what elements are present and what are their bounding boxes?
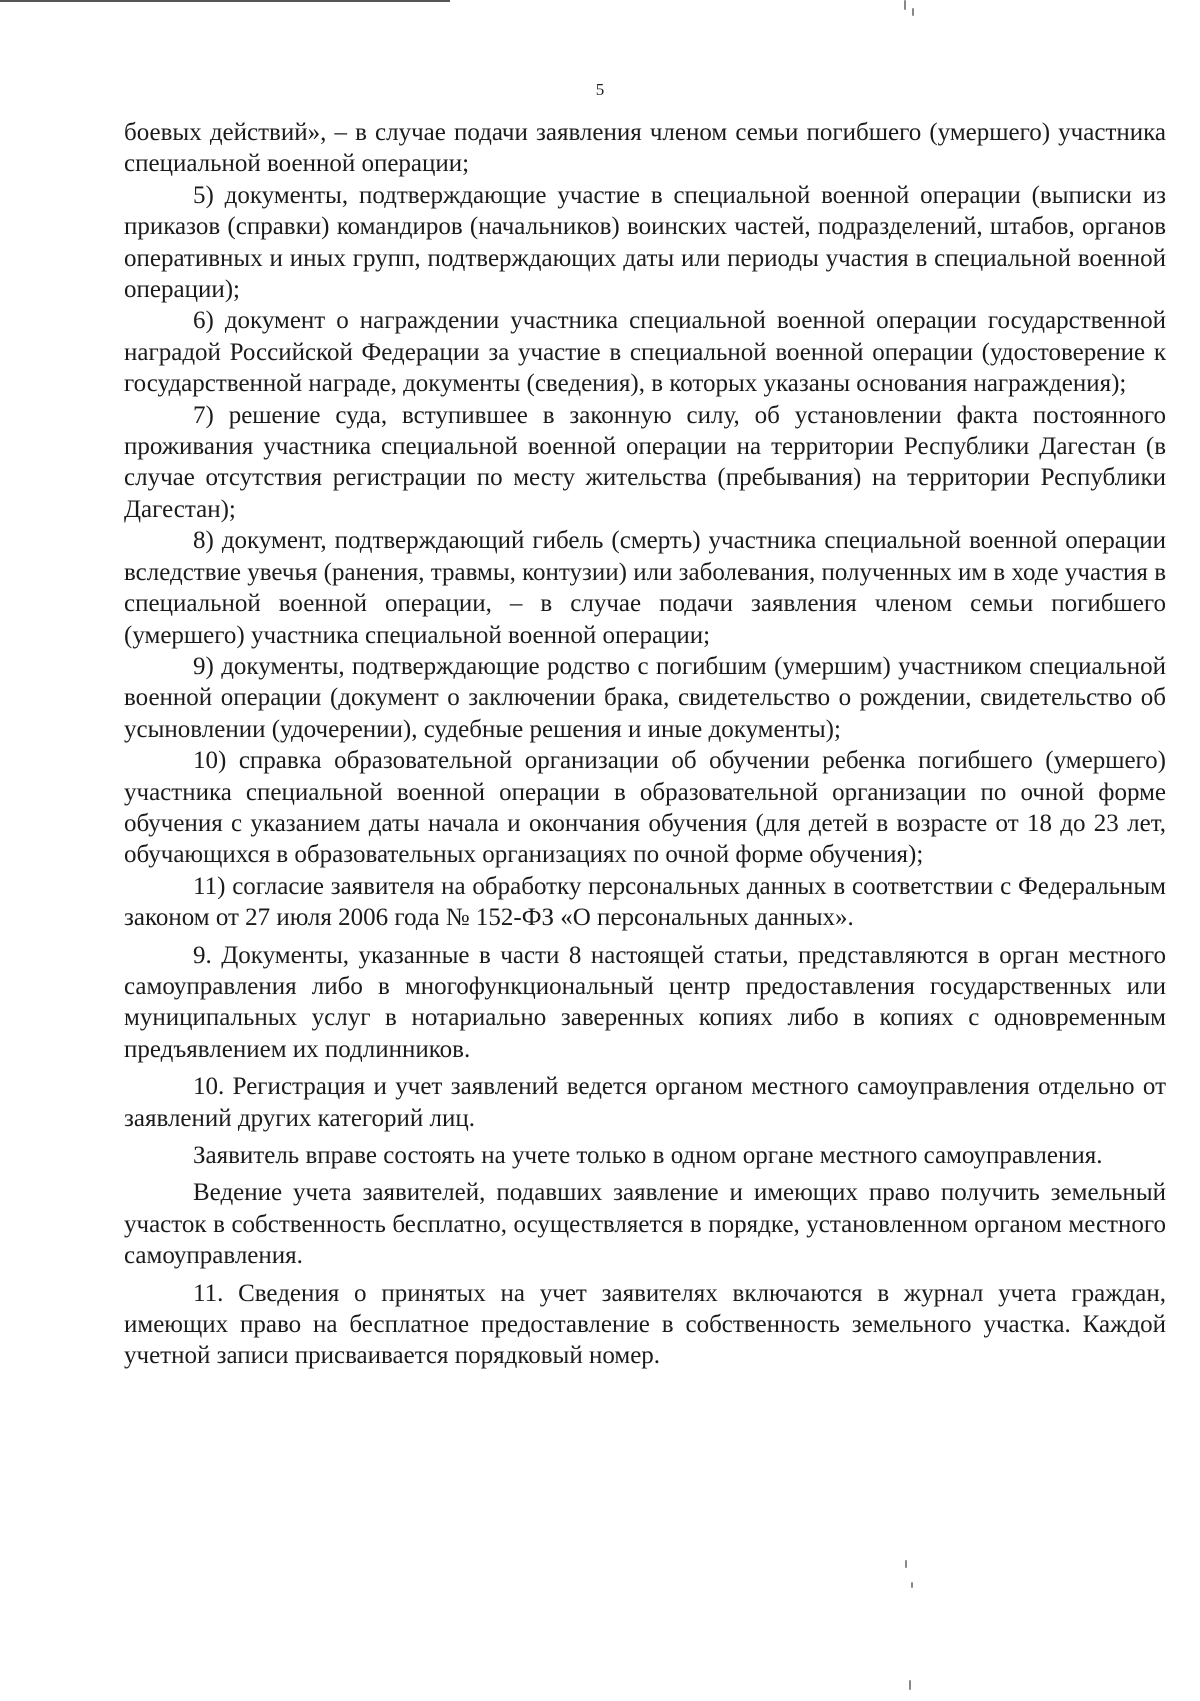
- paragraph-registration-procedure: Ведение учета заявителей, подавших заявление и имеющих право получить земельный участок в собственность бесплатно, осуществляется в порядке, установленном органом местного самоуправления.: [124, 1179, 1166, 1270]
- scan-artifacts: [900, 0, 920, 1701]
- paragraph-item-6: 6) документ о награждении участника специальной военной операции государственной наградой Российской Федерации за участие в специальной военной операции (удостоверение к государственной награде, документы (сведения), в которых указаны основания награждения);: [124, 307, 1166, 398]
- paragraph-item-8: 8) документ, подтверждающий гибель (смерть) участника специальной военной операции вследствие увечья (ранения, травмы, контузии) или заболевания, полученных им в ходе участия в специальной военной операции, – в случае подачи заявления членом семьи погибшего (умершего) участника специальной военной операции;: [124, 527, 1166, 649]
- scan-speck: [905, 1560, 907, 1568]
- paragraph-item-9: 9) документы, подтверждающие родство с погибшим (умершим) участником специальной военной операции (документ о заключении брака, свидетельство о рождении, свидетельство об усыновлении (удочерении), судебные решения и иные документы);: [124, 652, 1166, 743]
- scan-speck: [912, 8, 914, 16]
- paragraph-part-9: 9. Документы, указанные в части 8 настоящей статьи, представляются в орган местного самоуправления либо в многофункциональный центр предоставления государственных или муниципальных услуг в нотариально заверенных копиях либо в копиях с одновременным предъявлением их подлинников.: [124, 941, 1166, 1063]
- paragraph-item-10: 10) справка образовательной организации об обучении ребенка погибшего (умершего) участника специальной военной операции в образовательной организации по очной форме обучения с указанием даты начала и окончания обучения (для детей в возрасте от 18 до 23 лет, обучающихся в образовательных организациях по очной форме обучения);: [124, 747, 1166, 869]
- scan-edge-line: [0, 0, 450, 2]
- paragraph-item-7: 7) решение суда, вступившее в законную силу, об установлении факта постоянного проживания участника специальной военной операции на территории Республики Дагестан (в случае отсутствия регистрации по месту жительства (пребывания) на территории Республики Дагестан);: [124, 401, 1166, 523]
- paragraph-item-5: 5) документы, подтверждающие участие в специальной военной операции (выписки из приказов (справки) командиров (начальников) воинских частей, подразделений, штабов, органов оперативных и иных групп, подтверждающих даты или периоды участия в специальной военной операции);: [124, 181, 1166, 304]
- document-body: [124, 117, 1166, 1372]
- paragraph-part-11: 11. Сведения о принятых на учет заявителях включаются в журнал учета граждан, имеющих право на бесплатное предоставление в собственность земельного участка. Каждой учетной записи присваивается порядковый номер.: [124, 1279, 1166, 1370]
- scan-speck: [904, 0, 906, 10]
- paragraph-item-11: 11) согласие заявителя на обработку персональных данных в соответствии с Федеральным законом от 27 июля 2006 года № 152-ФЗ «О персональных данных».: [124, 872, 1166, 932]
- scan-speck: [911, 1582, 913, 1588]
- paragraph-part-10: 10. Регистрация и учет заявлений ведется органом местного самоуправления отдельно от заявлений других категорий лиц.: [124, 1073, 1166, 1132]
- scan-speck: [909, 1680, 911, 1690]
- paragraph-continuation: боевых действий», – в случае подачи заявления членом семьи погибшего (умершего) участника специальной военной операции;: [124, 119, 1166, 178]
- page-number: 5: [595, 80, 605, 99]
- paragraph-single-registration: Заявитель вправе состоять на учете только в одном органе местного самоуправления.: [193, 1142, 1103, 1169]
